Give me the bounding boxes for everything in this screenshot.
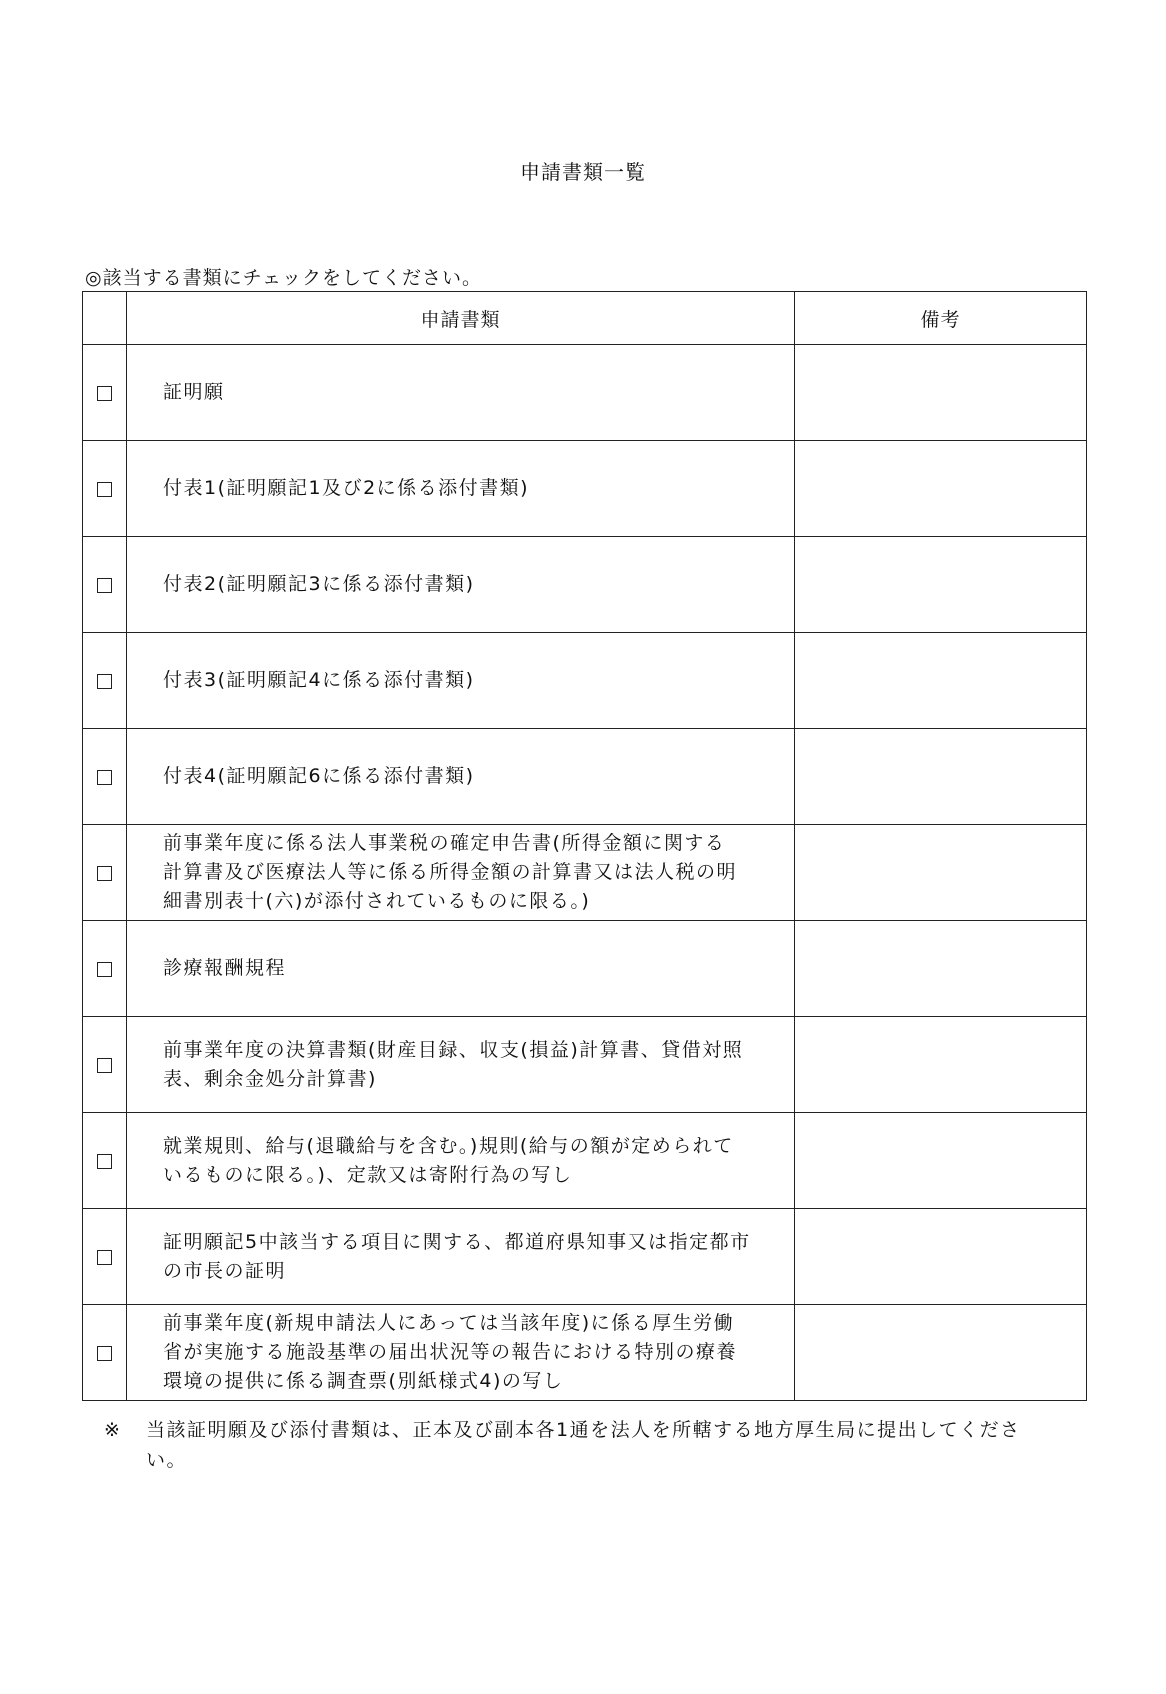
document-checkbox[interactable]: [97, 386, 112, 401]
check-cell: [83, 441, 127, 537]
footnote-text: 当該証明願及び添付書類は、正本及び副本各1通を法人を所轄する地方厚生局に提出してくださ い。: [146, 1419, 1021, 1471]
remarks-cell: [795, 1017, 1087, 1113]
remarks-cell: [795, 1113, 1087, 1209]
remarks-cell: [795, 633, 1087, 729]
table-row: [83, 921, 1087, 1017]
check-cell: [83, 921, 127, 1017]
document-checkbox[interactable]: [97, 770, 112, 785]
remarks-cell: [795, 1209, 1087, 1305]
table-row: [83, 633, 1087, 729]
document-checkbox[interactable]: [97, 866, 112, 881]
instruction-text: ◎該当する書類にチェックをしてください。: [85, 267, 483, 289]
check-cell: [83, 1113, 127, 1209]
check-cell: [83, 1209, 127, 1305]
remarks-cell: [795, 1305, 1087, 1401]
remarks-cell: [795, 825, 1087, 921]
document-name: 診療報酬規程: [127, 921, 795, 1017]
page-title: 申請書類一覧: [520, 160, 646, 184]
document-name: 就業規則、給与(退職給与を含む。)規則(給与の額が定められて いるものに限る。)、定款又は寄附行為の写し: [127, 1113, 795, 1209]
check-cell: [83, 825, 127, 921]
document-checkbox[interactable]: [97, 578, 112, 593]
remarks-cell: [795, 345, 1087, 441]
document-checkbox[interactable]: [97, 1058, 112, 1073]
table-header-row: [83, 292, 1087, 345]
document-checkbox[interactable]: [97, 1346, 112, 1361]
header-documents: 申請書類: [127, 292, 795, 345]
footnote: [104, 1415, 1090, 1475]
remarks-cell: [795, 441, 1087, 537]
check-cell: [83, 729, 127, 825]
header-remarks: 備考: [795, 292, 1087, 345]
remarks-cell: [795, 729, 1087, 825]
document-checkbox[interactable]: [97, 1250, 112, 1265]
document-name: 付表3(証明願記4に係る添付書類): [127, 633, 795, 729]
document-checkbox[interactable]: [97, 962, 112, 977]
document-name: 付表2(証明願記3に係る添付書類): [127, 537, 795, 633]
table-row: [83, 345, 1087, 441]
document-name: 前事業年度に係る法人事業税の確定申告書(所得金額に関する 計算書及び医療法人等に係る所得金額の計算書又は法人税の明 細書別表十(六)が添付されているものに限る。): [127, 825, 795, 921]
table-row: [83, 825, 1087, 921]
check-cell: [83, 1305, 127, 1401]
table-row: [83, 441, 1087, 537]
remarks-cell: [795, 537, 1087, 633]
check-cell: [83, 1017, 127, 1113]
documents-table: [82, 291, 1087, 1401]
check-cell: [83, 345, 127, 441]
table-row: [83, 1017, 1087, 1113]
table-row: [83, 1209, 1087, 1305]
table-row: [83, 729, 1087, 825]
table-row: [83, 1113, 1087, 1209]
document-checkbox[interactable]: [97, 482, 112, 497]
document-name: 前事業年度の決算書類(財産目録、収支(損益)計算書、貸借対照 表、剰余金処分計算書): [127, 1017, 795, 1113]
document-checkbox[interactable]: [97, 674, 112, 689]
document-name: 付表1(証明願記1及び2に係る添付書類): [127, 441, 795, 537]
document-name: 証明願記5中該当する項目に関する、都道府県知事又は指定都市 の市長の証明: [127, 1209, 795, 1305]
check-cell: [83, 537, 127, 633]
remarks-cell: [795, 921, 1087, 1017]
check-cell: [83, 633, 127, 729]
footnote-mark: ※: [104, 1419, 122, 1441]
document-name: 前事業年度(新規申請法人にあっては当該年度)に係る厚生労働 省が実施する施設基準の届出状況等の報告における特別の療養 環境の提供に係る調査票(別紙様式4)の写し: [127, 1305, 795, 1401]
document-checkbox[interactable]: [97, 1154, 112, 1169]
table-row: [83, 537, 1087, 633]
table-row: [83, 1305, 1087, 1401]
header-check-column: [83, 292, 127, 345]
document-name: 付表4(証明願記6に係る添付書類): [127, 729, 795, 825]
document-name: 証明願: [127, 345, 795, 441]
